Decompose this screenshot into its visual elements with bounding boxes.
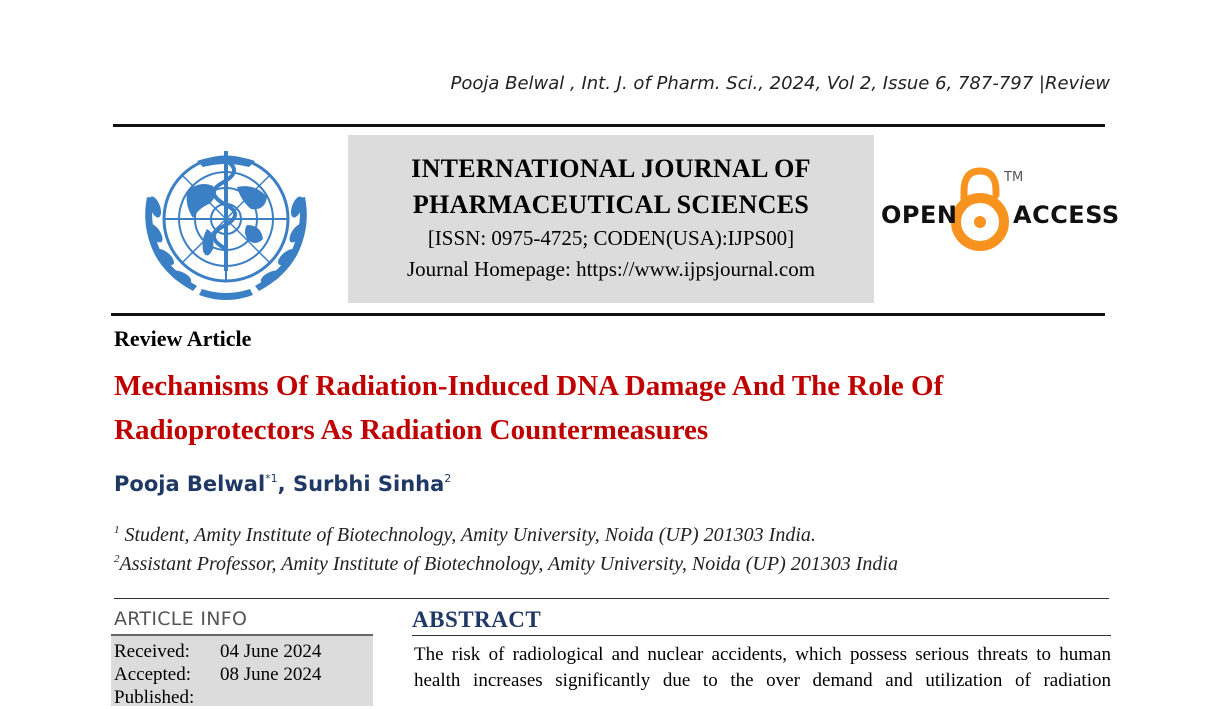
abstract-line: The risk of radiological and nuclear accidents, which possess serious threats to human	[414, 644, 1111, 665]
received-date: 04 June 2024	[220, 641, 322, 662]
affiliation-text: Student, Amity Institute of Biotechnology, Amity University, Noida (UP) 201303 India.	[119, 524, 816, 546]
abstract-rule	[412, 635, 1111, 636]
journal-masthead	[348, 135, 874, 303]
author-affiliation-mark: *1	[265, 472, 278, 485]
journal-name	[348, 151, 874, 223]
published-label: Published:	[114, 687, 195, 708]
journal-homepage[interactable]: Journal Homepage: https://www.ijpsjournal.com	[406, 257, 816, 281]
author-name[interactable]: Pooja Belwal	[114, 472, 266, 496]
section-divider	[114, 598, 1109, 599]
accepted-label: Accepted:	[114, 664, 192, 685]
received-label: Received:	[114, 641, 190, 662]
article-info-heading: ARTICLE INFO	[114, 608, 248, 630]
affiliation-2	[114, 553, 898, 576]
abstract-heading: ABSTRACT	[412, 607, 542, 632]
trademark-mark: TM	[1004, 170, 1024, 185]
journal-name-line2: PHARMACEUTICAL SCIENCES	[412, 190, 810, 219]
affiliation-number: 1	[114, 524, 120, 536]
accepted-date: 08 June 2024	[220, 664, 322, 685]
author-affiliation-mark: 2	[444, 472, 452, 485]
abstract-text	[414, 642, 1111, 694]
published-row	[114, 687, 220, 709]
open-access-access-text: ACCESS	[1013, 201, 1120, 229]
received-row	[114, 641, 321, 663]
open-access-open-text: OPEN	[881, 201, 958, 229]
abstract-line: health increases significantly due to the over demand and utilization of radiation	[414, 670, 1111, 691]
accepted-row	[114, 664, 321, 686]
affiliation-number: 2	[114, 553, 120, 565]
emblem-icon	[125, 137, 327, 307]
affiliation-text: Assistant Professor, Amity Institute of Biotechnology, Amity University, Noida (UP) 201303 India	[119, 553, 898, 575]
author-separator: ,	[277, 472, 293, 496]
author-list	[114, 472, 451, 496]
author-name[interactable]: Surbhi Sinha	[292, 472, 445, 496]
journal-name-line1: INTERNATIONAL JOURNAL OF	[411, 154, 811, 183]
header-rule-top	[113, 124, 1105, 127]
header-rule-bottom	[111, 313, 1105, 316]
running-header: Pooja Belwal , Int. J. of Pharm. Sci., 2024, Vol 2, Issue 6, 787-797 |Review	[450, 73, 1110, 94]
article-type: Review Article	[114, 326, 252, 351]
affiliation-1	[114, 524, 816, 547]
journal-issn: [ISSN: 0975-4725; CODEN(USA):IJPS00]	[427, 226, 795, 250]
article-title: Mechanisms Of Radiation-Induced DNA Damage And The Role Of Radioprotectors As Radiation Countermeasures	[114, 370, 944, 446]
journal-logo	[125, 137, 327, 307]
